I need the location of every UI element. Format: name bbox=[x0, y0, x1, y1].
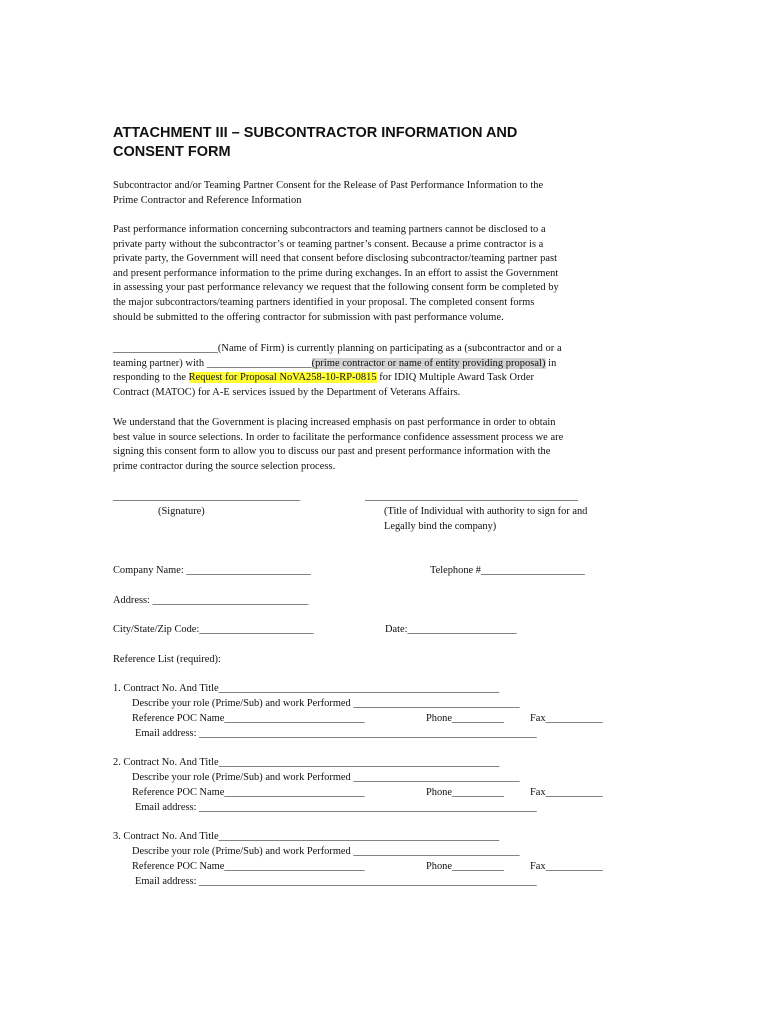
intro-line: Past performance information concerning subcontractors and teaming partners cannot be disclosed to a bbox=[113, 224, 546, 235]
firm-paragraph bbox=[113, 342, 658, 400]
reference-2-contract-field[interactable]: 2. Contract No. And Title______________________________________________________ bbox=[113, 757, 500, 768]
reference-1-phone-field[interactable]: Phone__________ bbox=[426, 713, 504, 724]
intro-line: in assessing your past performance relevancy we request that the following consent form be completed by bbox=[113, 282, 559, 294]
teaming-partner-text[interactable]: teaming partner) with ____________________ bbox=[113, 357, 312, 369]
intro-line: should be submitted to the offering contractor for submission with past performance volume. bbox=[113, 311, 504, 323]
date-field[interactable]: Date:_____________________ bbox=[385, 624, 517, 635]
title-line-2: CONSENT FORM bbox=[113, 144, 231, 160]
signer-title-label-2: Legally bind the company) bbox=[384, 521, 497, 532]
reference-1-poc-field[interactable]: Reference POC Name___________________________ bbox=[132, 713, 365, 724]
company-name-field[interactable]: Company Name: ________________________ bbox=[113, 565, 311, 576]
intro-line: private party without the subcontractor’s or teaming partner’s consent. Because a prime contractor is a bbox=[113, 238, 544, 250]
signer-title-line[interactable]: _________________________________________ bbox=[365, 491, 579, 502]
understand-line: prime contractor during the source selection process. bbox=[113, 460, 336, 472]
firm-line-4: Contract (MATOC) for A-E services issued by the Department of Veterans Affairs. bbox=[113, 386, 461, 398]
understand-line: best value in source selections. In order to facilitate the performance confidence assessment process we are bbox=[113, 431, 564, 443]
reference-1-fax-field[interactable]: Fax___________ bbox=[530, 713, 603, 724]
reference-2-role-field[interactable]: Describe your role (Prime/Sub) and work Performed ________________________________ bbox=[132, 772, 520, 783]
reference-list-heading: Reference List (required): bbox=[113, 654, 221, 665]
understand-line: We understand that the Government is placing increased emphasis on past performance in order to obtain bbox=[113, 417, 556, 428]
rfp-number-highlight: Request for Proposal NoVA258-10-RP-0815 bbox=[188, 372, 377, 384]
telephone-field[interactable]: Telephone #____________________ bbox=[430, 565, 585, 576]
reference-3-fax-field[interactable]: Fax___________ bbox=[530, 861, 603, 872]
reference-2-fax-field[interactable]: Fax___________ bbox=[530, 787, 603, 798]
subtitle-line-2: Prime Contractor and Reference Information bbox=[113, 194, 302, 206]
page-title bbox=[113, 124, 673, 162]
reference-2-poc-field[interactable]: Reference POC Name___________________________ bbox=[132, 787, 365, 798]
address-field[interactable]: Address: ______________________________ bbox=[113, 595, 309, 606]
firm-line-3 bbox=[113, 371, 658, 386]
reference-3-contract-field[interactable]: 3. Contract No. And Title______________________________________________________ bbox=[113, 831, 500, 842]
responding-text: responding to the bbox=[113, 372, 189, 384]
intro-line: the major subcontractors/teaming partners identified in your proposal. The completed consent forms bbox=[113, 296, 535, 308]
firm-line-1[interactable]: ____________________(Name of Firm) is currently planning on participating as a (subcontractor and or a bbox=[113, 343, 562, 354]
reference-3-role-field[interactable]: Describe your role (Prime/Sub) and work Performed ________________________________ bbox=[132, 846, 520, 857]
reference-3-poc-field[interactable]: Reference POC Name___________________________ bbox=[132, 861, 365, 872]
firm-line-2 bbox=[113, 357, 658, 372]
reference-3-email-field[interactable]: Email address: _________________________________________________________________ bbox=[135, 876, 537, 887]
intro-paragraph bbox=[113, 223, 658, 325]
signer-title-label-1: (Title of Individual with authority to sign for and bbox=[384, 506, 588, 517]
firm-line-2-end: in bbox=[545, 357, 557, 369]
reference-1-email-field[interactable]: Email address: _________________________________________________________________ bbox=[135, 728, 537, 739]
city-state-zip-field[interactable]: City/State/Zip Code:______________________ bbox=[113, 624, 314, 635]
intro-line: private party, the Government will need that consent before disclosing subcontractor/teaming partner past bbox=[113, 253, 558, 265]
subtitle-paragraph bbox=[113, 179, 658, 208]
signature-line[interactable]: ____________________________________ bbox=[113, 491, 301, 502]
idiq-text: for IDIQ Multiple Award Task Order bbox=[376, 372, 535, 384]
prime-contractor-highlight: (prime contractor or name of entity providing proposal) bbox=[311, 357, 546, 369]
reference-1-role-field[interactable]: Describe your role (Prime/Sub) and work Performed ________________________________ bbox=[132, 698, 520, 709]
reference-2-email-field[interactable]: Email address: _________________________________________________________________ bbox=[135, 802, 537, 813]
intro-line: and present performance information to the prime during exchanges. In an effort to assist the Government bbox=[113, 267, 559, 279]
reference-3-phone-field[interactable]: Phone__________ bbox=[426, 861, 504, 872]
subtitle-line-1: Subcontractor and/or Teaming Partner Consent for the Release of Past Performance Information to the bbox=[113, 180, 544, 191]
reference-2-phone-field[interactable]: Phone__________ bbox=[426, 787, 504, 798]
title-line-1: ATTACHMENT III – SUBCONTRACTOR INFORMATION AND bbox=[113, 125, 518, 141]
understanding-paragraph bbox=[113, 416, 658, 474]
signature-label: (Signature) bbox=[158, 506, 205, 517]
reference-1-contract-field[interactable]: 1. Contract No. And Title______________________________________________________ bbox=[113, 683, 500, 694]
understand-line: signing this consent form to allow you to discuss our past and present performance information with the bbox=[113, 446, 551, 458]
